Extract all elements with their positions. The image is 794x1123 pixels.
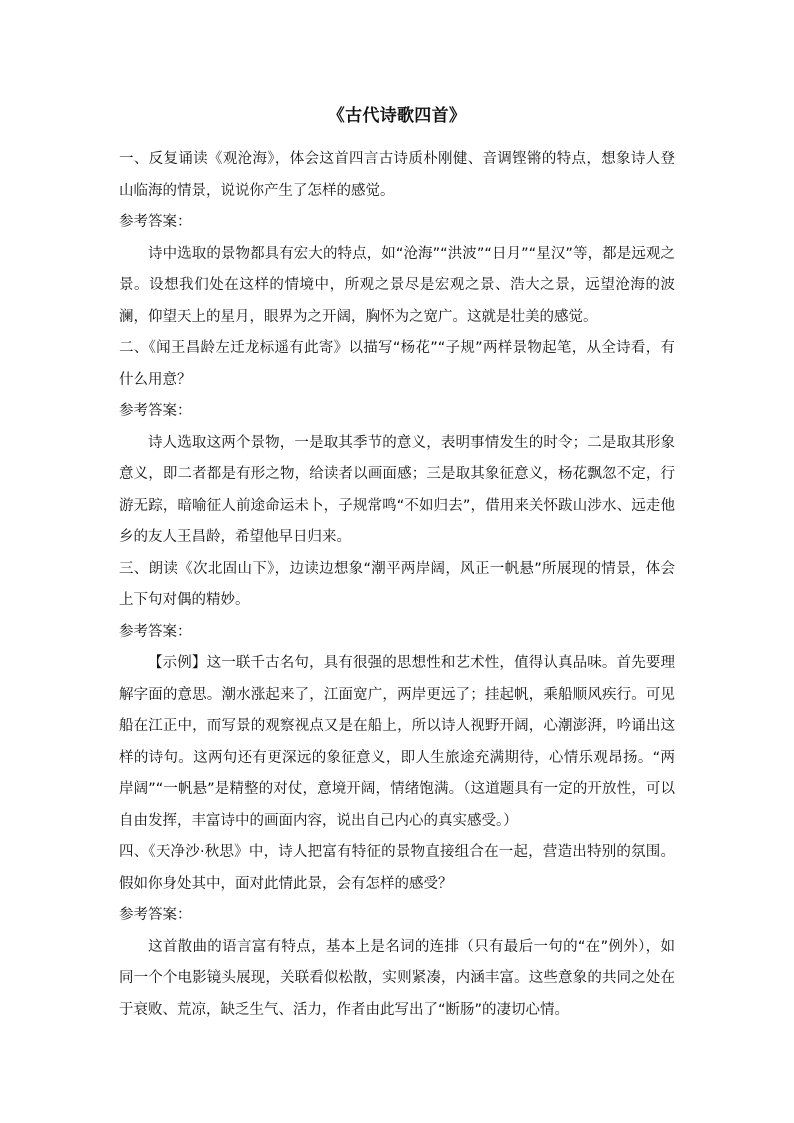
document-title: 《古代诗歌四首》 <box>327 106 467 126</box>
answer-4: 这首散曲的语言富有特点，基本上是名词的连排（只有最后一句的“在”例外），如同一个个电影镜头展现，关联看似松散，实则紧凑，内涵丰富。这些意象的共同之处在于衰败、荒凉，缺乏生气、活力，作者由此写出了“断肠”的凄切心情。 <box>119 938 675 1018</box>
question-3: 三、朗读《次北固山下》，边读边想象“潮平两岸阔，风正一帆悬”所展现的情景，体会上下句对偶的精妙。 <box>119 560 675 608</box>
question-4: 四、《天净沙·秋思》中，诗人把富有特征的景物直接组合在一起，营造出特别的氛围。假如你身处其中，面对此情此景，会有怎样的感受？ <box>119 844 675 892</box>
answer-label-3: 参考答案： <box>119 623 192 640</box>
question-2: 二、《闻王昌龄左迁龙标遥有此寄》以描写“杨花”“子规”两样景物起笔，从全诗看，有什么用意？ <box>119 340 675 388</box>
answer-3: 【示例】这一联千古名句，具有很强的思想性和艺术性，值得认真品味。首先要理解字面的意思。潮水涨起来了，江面宽广，两岸更远了；挂起帆，乘船顺风疾行。可见船在江正中，而写景的观察视点又是在船上，所以诗人视野开阔，心潮澎湃，吟诵出这样的诗句。这两句还有更深远的象征意义，即人生旅途充满期待，心情乐观昂扬。“两岸阔”“一帆悬”是精整的对仗，意境开阔，情绪饱满。（这道题具有一定的开放性，可以自由发挥，丰富诗中的画面内容，说出自己内心的真实感受。） <box>119 655 675 829</box>
answer-label-1: 参考答案： <box>119 214 192 230</box>
answer-1: 诗中选取的景物都具有宏大的特点，如“沧海”“洪波”“日月”“星汉”等，都是远观之景。设想我们处在这样的情境中，所观之景尽是宏观之景、浩大之景，远望沧海的波澜，仰望天上的星月，眼界为之开阔，胸怀为之宽广。这就是壮美的感觉。 <box>119 245 675 325</box>
question-1: 一、反复诵读《观沧海》，体会这首四言古诗质朴刚健、音调铿锵的特点，想象诗人登山临海的情景，说说你产生了怎样的感觉。 <box>119 151 675 199</box>
document-body <box>119 144 675 1026</box>
answer-label-4: 参考答案： <box>119 907 192 923</box>
answer-label-2: 参考答案： <box>119 403 192 419</box>
answer-2: 诗人选取这两个景物，一是取其季节的意义，表明事情发生的时令；二是取其形象意义，即二者都是有形之物，给读者以画面感；三是取其象征意义，杨花飘忽不定，行游无踪，暗喻征人前途命运未卜，子规常鸣“不如归去”，借用来关怀跋山涉水、远走他乡的友人王昌龄，希望他早日归来。 <box>119 434 675 545</box>
